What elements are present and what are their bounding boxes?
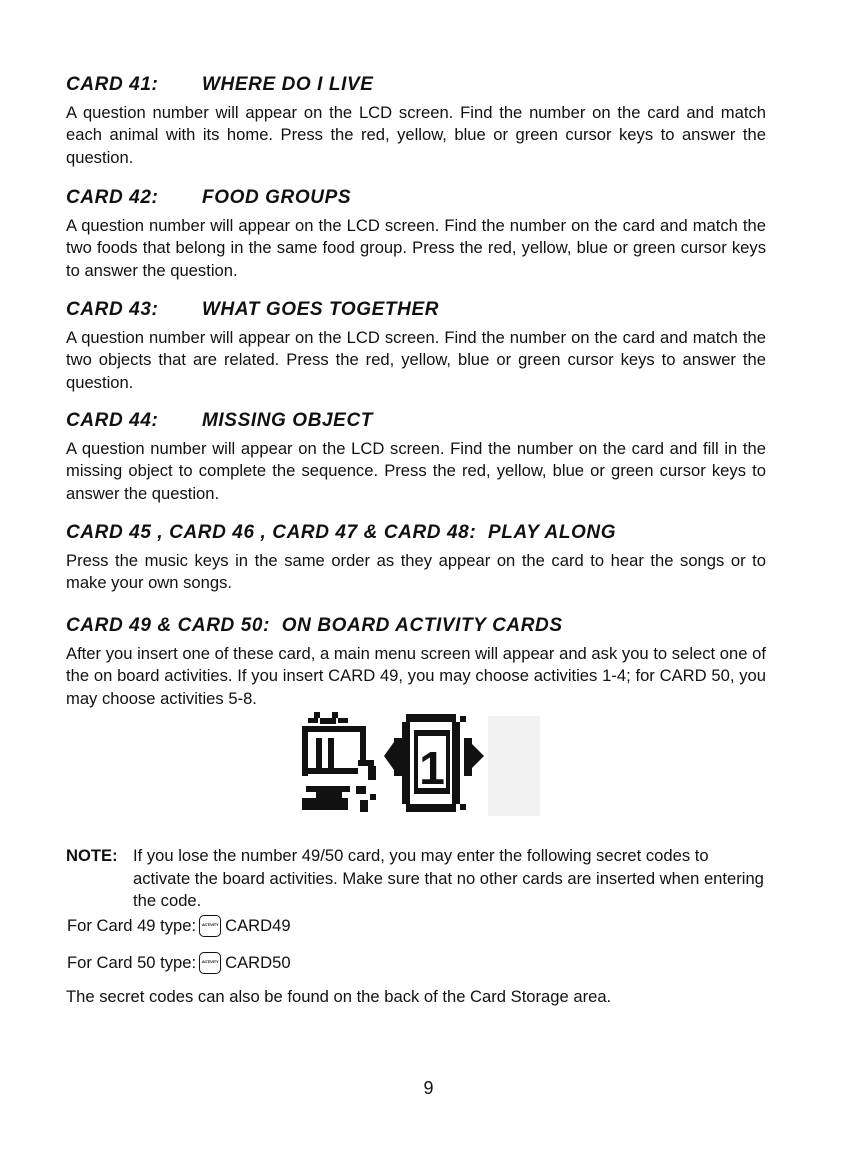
play-along-description: Press the music keys in the same order as they appear on the card to hear the songs or to make your own songs.	[66, 551, 766, 593]
storage-note: The secret codes can also be found on the back of the Card Storage area.	[66, 987, 612, 1006]
card-41-description: A question number will appear on the LCD screen. Find the number on the card and match each animal with its home. Press the red, yellow, blue or green cursor keys to answer the question.	[66, 103, 766, 167]
on-board-section	[66, 615, 766, 710]
play-along-section	[66, 522, 766, 595]
card-title: WHERE DO I LIVE	[202, 74, 374, 95]
activity-key-icon: ACTIVITY	[199, 915, 221, 937]
secret-code: CARD49	[225, 916, 291, 935]
card-42-heading	[66, 187, 766, 209]
secret-code: CARD50	[225, 953, 291, 972]
note-block	[66, 845, 766, 913]
card-44-section	[66, 410, 766, 505]
card-42-description: A question number will appear on the LCD screen. Find the number on the card and match the two foods that belong in the same food group. Press the red, yellow, blue or green cursor keys to answer the question.	[66, 216, 766, 280]
note-text: If you lose the number 49/50 card, you may enter the following secret codes to activate the board activities. Make sure that no other cards are inserted when entering the code.	[133, 846, 764, 910]
card-number: CARD 42:	[66, 187, 159, 208]
activity-key-icon: ACTIVITY	[199, 952, 221, 974]
code-prefix: For Card 49 type:	[67, 916, 197, 935]
card-43-description: A question number will appear on the LCD screen. Find the number on the card and match the two objects that are related. Press the red, yellow, blue or green cursor keys to answer the question.	[66, 328, 766, 392]
secret-code-card-50	[67, 950, 291, 976]
code-prefix: For Card 50 type:	[67, 953, 197, 972]
card-title: WHAT GOES TOGETHER	[202, 299, 440, 320]
card-number: CARD 44:	[66, 410, 159, 431]
lcd-menu-screen	[298, 708, 543, 820]
page-number: 9	[423, 1078, 434, 1098]
on-board-heading: CARD 49 & CARD 50: ON BOARD ACTIVITY CARDS	[66, 615, 563, 636]
card-44-heading	[66, 410, 766, 432]
card-41-section	[66, 74, 766, 169]
secret-code-card-49	[67, 913, 291, 939]
card-number: CARD 43:	[66, 299, 159, 320]
note-label: NOTE:	[66, 846, 118, 865]
card-title: MISSING OBJECT	[202, 410, 373, 431]
card-number: CARD 41:	[66, 74, 159, 95]
card-44-description: A question number will appear on the LCD screen. Find the number on the card and fill in the missing object to complete the sequence. Press the red, yellow, blue or green cursor keys to answer the question.	[66, 439, 766, 503]
card-title: FOOD GROUPS	[202, 187, 352, 208]
activity-digit: 1	[419, 742, 445, 794]
lcd-screen-graphic	[298, 708, 543, 820]
card-43-section	[66, 299, 766, 394]
card-43-heading	[66, 299, 766, 321]
play-along-heading: CARD 45 , CARD 46 , CARD 47 & CARD 48: PLAY ALONG	[66, 522, 617, 543]
on-board-description: After you insert one of these card, a main menu screen will appear and ask you to select one of the on board activities. If you insert CARD 49, you may choose activities 1-4; for CARD 50, you may choose activities 5-8.	[66, 644, 766, 708]
card-41-heading	[66, 74, 766, 96]
card-42-section	[66, 187, 766, 282]
